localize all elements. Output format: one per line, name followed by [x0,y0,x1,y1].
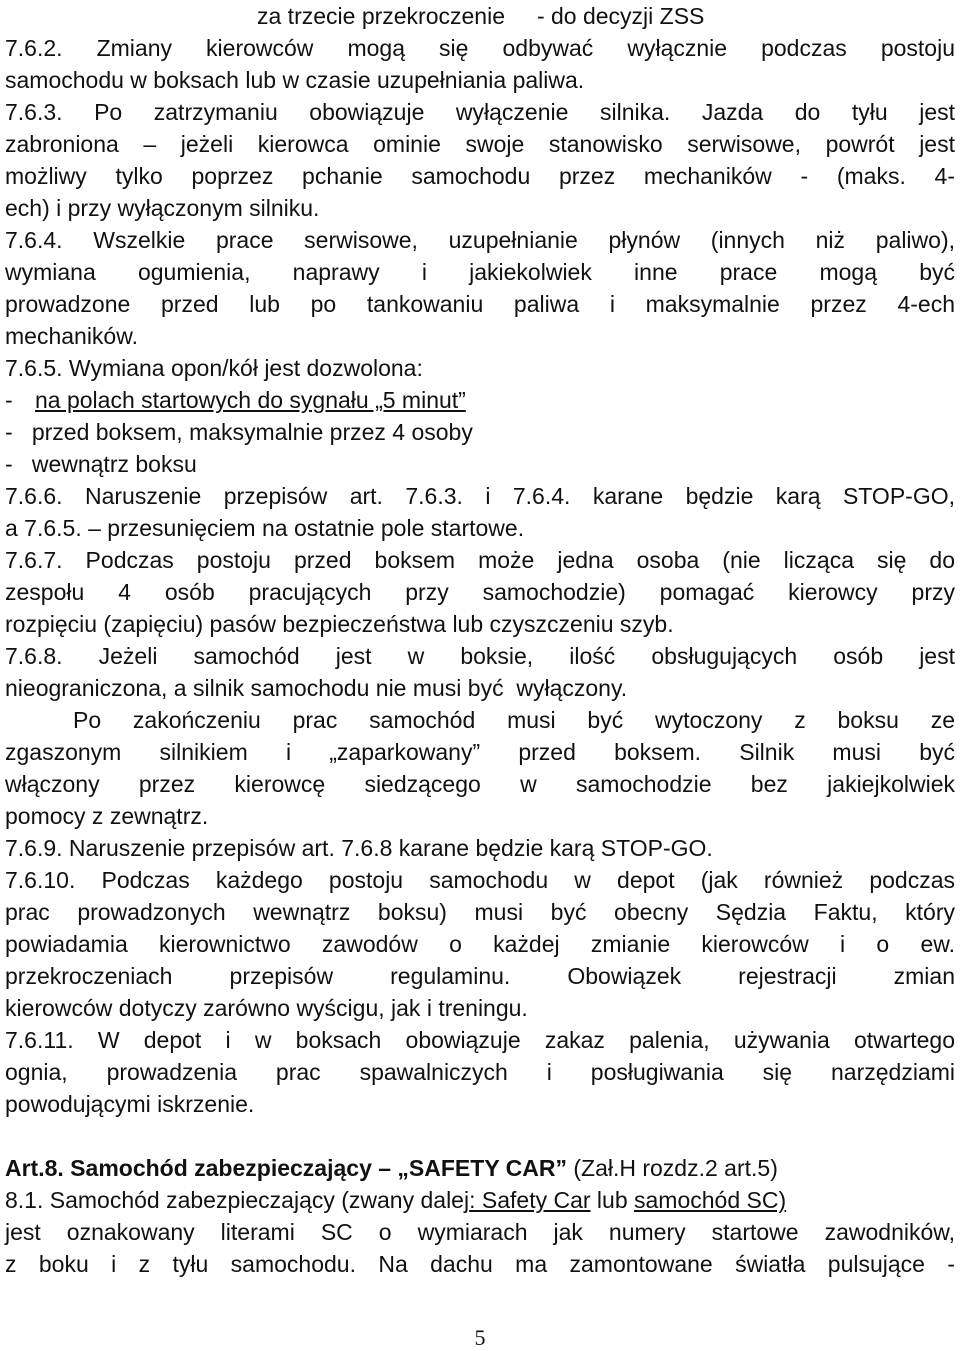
underlined-text: na polach startowych do sygnału „5 minut” [35,387,466,413]
list-item: - przed boksem, maksymalnie przez 4 osoby [5,419,473,445]
text-line: rozpięciu (zapięciu) pasów bezpieczeństwa lub czyszczeniu szyb. [5,611,674,637]
text-line: jest oznakowany literami SC o wymiarach jak numery startowe zawodników, [5,1219,955,1245]
text-line: 7.6.4. Wszelkie prace serwisowe, uzupełnianie płynów (innych niż paliwo), [5,227,955,253]
document-page [5,0,955,1280]
text-line: 7.6.3. Po zatrzymaniu obowiązuje wyłączenie silnika. Jazda do tyłu jest [5,99,955,125]
text-line: 7.6.10. Podczas każdego postoju samochodu w depot (jak również podczas [5,867,955,893]
text-line: 7.6.7. Podczas postoju przed boksem może jedna osoba (nie licząca się do [5,547,955,573]
text-line: prac prowadzonych wewnątrz boksu) musi być obecny Sędzia Faktu, który [5,899,955,925]
text-span: lub [590,1187,635,1213]
text-line: powiadamia kierownictwo zawodów o każdej zmianie kierowców i o ew. [5,931,955,957]
text-line: samochodu w boksach lub w czasie uzupełniania paliwa. [5,67,585,93]
text-line: włączony przez kierowcę siedzącego w samochodzie bez jakiejkolwiek [5,771,955,797]
text-line: 7.6.6. Naruszenie przepisów art. 7.6.3. i 7.6.4. karane będzie karą STOP-GO, [5,483,955,509]
text-line: z boku i z tyłu samochodu. Na dachu ma zamontowane światła pulsujące - [5,1251,955,1277]
list-dash: - [5,387,20,413]
text-line: 7.6.2. Zmiany kierowców mogą się odbywać wyłącznie podczas postoju [5,35,955,61]
text-line: 7.6.5. Wymiana opon/kół jest dozwolona: [5,355,423,381]
heading-reference: (Zał.H rozdz.2 art.5) [566,1155,778,1181]
text-span: 8.1. Samochód zabezpieczający (zwany dalej [5,1187,470,1213]
text-line: za trzecie przekroczenie - do decyzji ZSS [257,3,705,29]
text-line: 7.6.9. Naruszenie przepisów art. 7.6.8 karane będzie karą STOP-GO. [5,835,713,861]
text-line: zespołu 4 osób pracujących przy samochodzie) pomagać kierowcy przy [5,579,955,605]
underlined-text: : Safety Car [469,1187,591,1213]
text-line: ech) i przy wyłączonym silniku. [5,195,320,221]
text-line: zgaszonym silnikiem i „zaparkowany” przed boksem. Silnik musi być [5,739,955,765]
paragraph-gap [5,1120,955,1152]
text-line: wymiana ogumienia, naprawy i jakiekolwiek inne prace mogą być [5,259,955,285]
text-line [5,1184,955,1216]
text-line: a 7.6.5. – przesunięciem na ostatnie pole startowe. [5,515,525,541]
list-item: - wewnątrz boksu [5,451,197,477]
text-line: ognia, prowadzenia prac spawalniczych i posługiwania się narzędziami [5,1059,955,1085]
text-line: nieograniczona, a silnik samochodu nie musi być wyłączony. [5,675,628,701]
list-item [5,384,955,416]
text-line: mechaników. [5,323,138,349]
page-number: 5 [474,1325,486,1350]
text-line: 7.6.8. Jeżeli samochód jest w boksie, ilość obsługujących osób jest [5,643,955,669]
section-heading [5,1152,955,1184]
text-line: kierowców dotyczy zarówno wyścigu, jak i treningu. [5,995,528,1021]
text-line: 7.6.11. W depot i w boksach obowiązuje zakaz palenia, używania otwartego [5,1027,955,1053]
text-line: powodującymi iskrzenie. [5,1091,255,1117]
heading-bold-text: Art.8. Samochód zabezpieczający – „SAFETY CAR” [5,1155,567,1181]
text-line: pomocy z zewnątrz. [5,803,209,829]
text-line: Po zakończeniu prac samochód musi być wytoczony z boksu ze [73,707,955,733]
underlined-text: samochód SC) [634,1187,787,1213]
text-line: prowadzone przed lub po tankowaniu paliwa i maksymalnie przez 4-ech [5,291,955,317]
text-line: przekroczeniach przepisów regulaminu. Obowiązek rejestracji zmian [5,963,955,989]
text-line: możliwy tylko poprzez pchanie samochodu przez mechaników - (maks. 4- [5,163,955,189]
text-line: zabroniona – jeżeli kierowca ominie swoje stanowisko serwisowe, powrót jest [5,131,955,157]
